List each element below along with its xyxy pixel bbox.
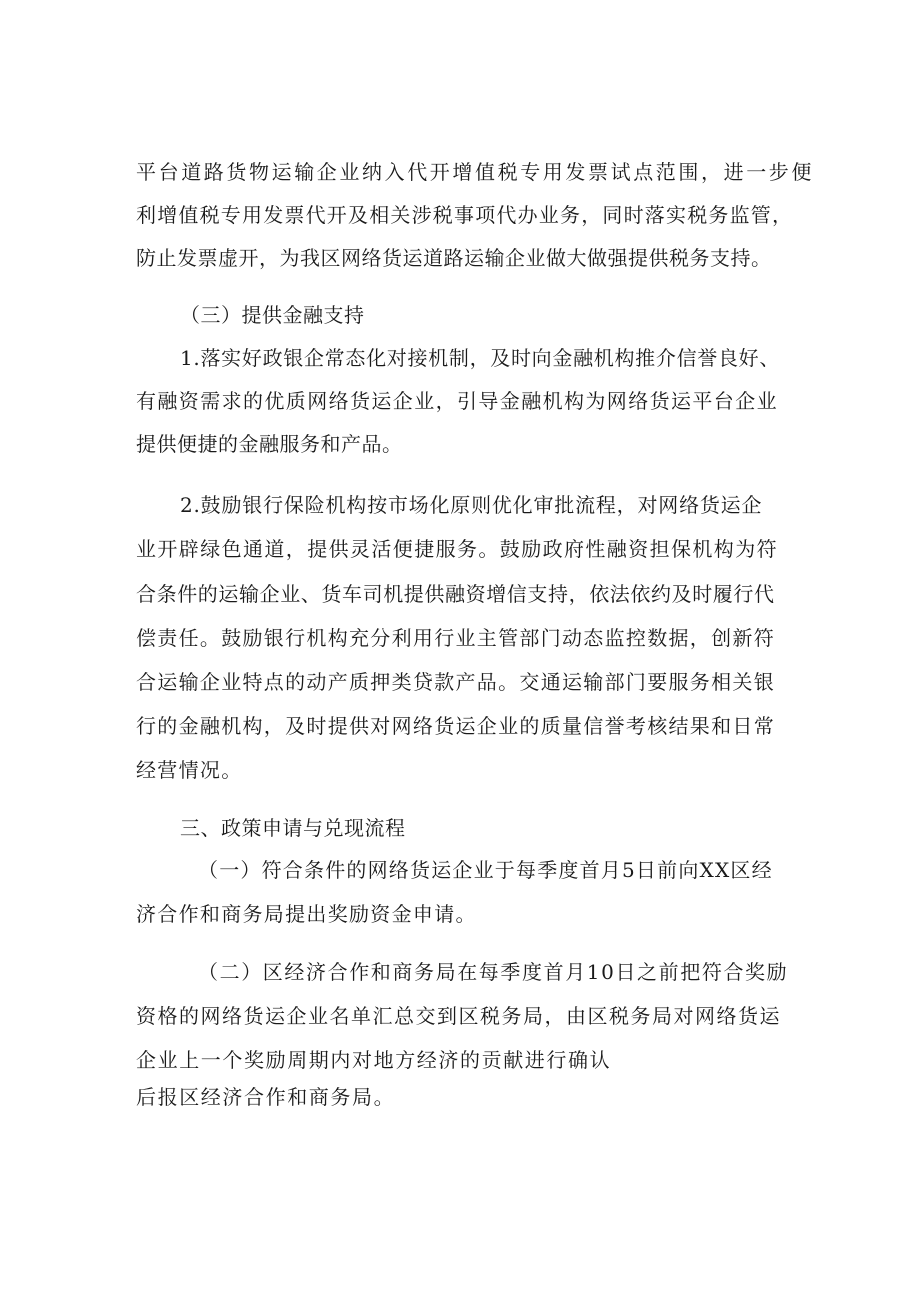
- text-line: 行的金融机构，及时提供对网络货运企业的质量信誉考核结果和日常: [136, 714, 775, 738]
- text-line: （一）符合条件的网络货运企业于每季度首月5日前向XX区经: [198, 858, 773, 882]
- text-line: 业开辟绿色通道，提供灵活便捷服务。鼓励政府性融资担保机构为符: [136, 537, 778, 561]
- text-line: 企业上一个奖励周期内对地方经济的贡献进行确认: [136, 1048, 612, 1072]
- text-line: 平台道路货物运输企业纳入代开增值税专用发票试点范围，进一步便: [136, 160, 814, 184]
- text-line: 资格的网络货运企业名单汇总交到区税务局，由区税务局对网络货运: [136, 1004, 781, 1028]
- text-line: 后报区经济合作和商务局。: [136, 1085, 396, 1109]
- text-line: 防止发票虚开，为我区网络货运道路运输企业做大做强提供税务支持。: [136, 246, 772, 270]
- section-heading: 三、政策申请与兑现流程: [180, 816, 406, 840]
- section-heading: （三）提供金融支持: [180, 303, 365, 327]
- text-line: （二）区经济合作和商务局在每季度首月10日之前把符合奖励: [198, 960, 789, 984]
- text-line: 济合作和商务局提出奖励资金申请。: [136, 902, 477, 926]
- text-line: 有融资需求的优质网络货运企业，引导金融机构为网络货运平台企业: [136, 389, 778, 413]
- text-line: 偿责任。鼓励银行机构充分利用行业主管部门动态监控数据，创新符: [136, 626, 775, 650]
- text-line: 合运输企业特点的动产质押类贷款产品。交通运输部门要服务相关银: [136, 670, 775, 694]
- text-line: 提供便捷的金融服务和产品。: [136, 432, 403, 456]
- text-line: 2.鼓励银行保险机构按市场化原则优化审批流程，对网络货运企: [180, 493, 763, 517]
- text-line: 合条件的运输企业、货车司机提供融资增信支持，依法依约及时履行代: [136, 582, 775, 606]
- text-line: 经营情况。: [136, 758, 243, 782]
- text-line: 1.落实好政银企常态化对接机制，及时向金融机构推介信誉良好、: [180, 346, 781, 370]
- text-line: 利增值税专用发票代开及相关涉税事项代办业务，同时落实税务监管，: [136, 203, 794, 227]
